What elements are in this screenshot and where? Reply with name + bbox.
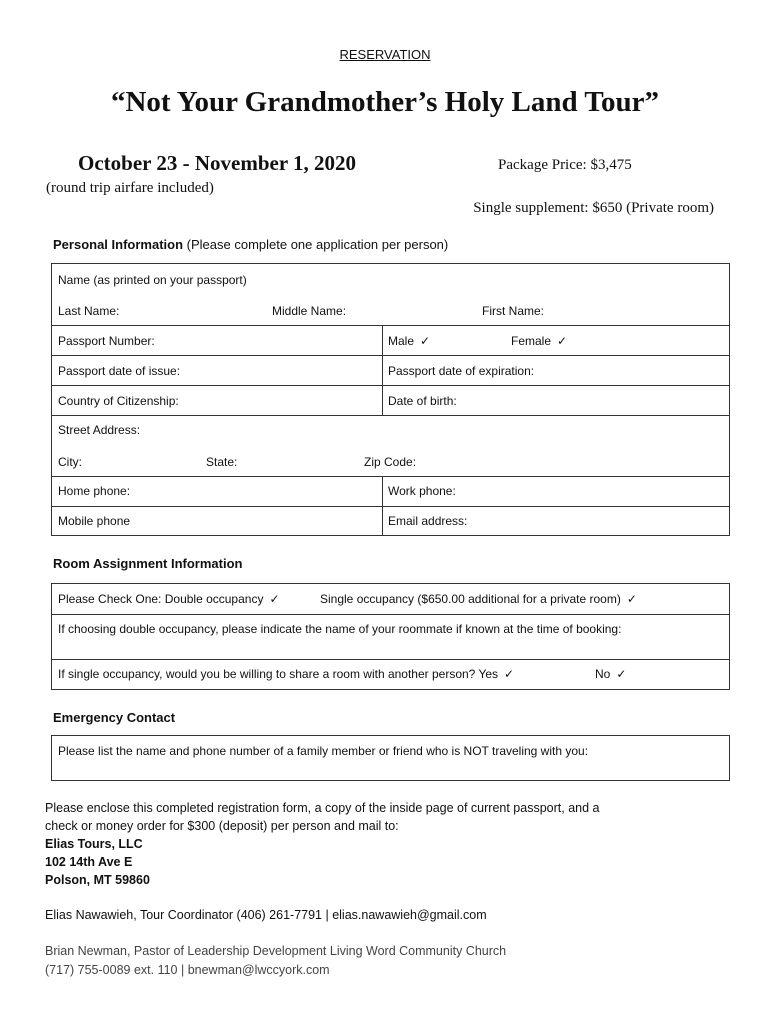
- passport-number-field[interactable]: Passport Number:: [58, 334, 155, 348]
- row-divider: [52, 614, 729, 615]
- row-divider: [52, 325, 729, 326]
- tour-dates: October 23 - November 1, 2020: [78, 151, 357, 175]
- personal-info-table: [51, 263, 730, 536]
- female-label: Female: [511, 334, 552, 348]
- address-block: [52, 416, 729, 476]
- reservation-header: RESERVATION: [339, 47, 431, 62]
- row-divider: [52, 476, 729, 477]
- zip-field[interactable]: Zip Code:: [364, 455, 417, 469]
- room-heading-text: Room Assignment Information: [53, 556, 243, 571]
- room-heading: [53, 556, 242, 571]
- emergency-heading: [53, 710, 175, 725]
- home-phone-field[interactable]: Home phone:: [58, 484, 131, 498]
- emergency-box[interactable]: [51, 735, 730, 781]
- company-name: Elias Tours, LLC: [45, 837, 143, 851]
- passport-issue-field[interactable]: Passport date of issue:: [58, 364, 181, 378]
- share-no-checkbox-icon[interactable]: ✓: [616, 667, 627, 681]
- share-no-option[interactable]: [595, 667, 626, 681]
- check-one-label: Please Check One: Double occupancy: [58, 592, 264, 606]
- city-field[interactable]: City:: [58, 455, 82, 469]
- address-line-2: Polson, MT 59860: [45, 873, 150, 887]
- double-occupancy-option[interactable]: [58, 592, 280, 606]
- male-label: Male: [388, 334, 415, 348]
- dob-field[interactable]: Date of birth:: [388, 394, 457, 408]
- row-divider: [52, 506, 729, 507]
- single-checkbox-icon[interactable]: ✓: [626, 592, 637, 606]
- row-divider: [52, 659, 729, 660]
- pastor-line: Brian Newman, Pastor of Leadership Development Living Word Community Church: [45, 944, 507, 958]
- personal-info-heading: [53, 237, 448, 252]
- tour-title: “Not Your Grandmother’s Holy Land Tour”: [110, 86, 660, 118]
- emergency-heading-text: Emergency Contact: [53, 710, 176, 725]
- male-option[interactable]: [388, 334, 430, 348]
- citizenship-field[interactable]: Country of Citizenship:: [58, 394, 179, 408]
- coordinator-contact: Elias Nawawieh, Tour Coordinator (406) 261-7791 | elias.nawawieh@gmail.com: [45, 908, 487, 922]
- address-line-1: 102 14th Ave E: [45, 855, 133, 869]
- name-caption: Name (as printed on your passport): [58, 273, 247, 287]
- passport-expiration-field[interactable]: Passport date of expiration:: [388, 364, 535, 378]
- share-yes-option[interactable]: [58, 667, 514, 681]
- work-phone-field[interactable]: Work phone:: [388, 484, 456, 498]
- row-divider: [52, 385, 729, 386]
- roommate-field[interactable]: If choosing double occupancy, please indicate the name of your roommate if known at the time of booking:: [58, 622, 622, 636]
- male-checkbox-icon[interactable]: ✓: [420, 334, 431, 348]
- row-divider: [52, 355, 729, 356]
- female-option[interactable]: [511, 334, 567, 348]
- single-supplement: Single supplement: $650 (Private room): [473, 200, 714, 216]
- first-name-field[interactable]: First Name:: [482, 304, 545, 318]
- share-yes-checkbox-icon[interactable]: ✓: [504, 667, 515, 681]
- footer-line-2: check or money order for $300 (deposit) per person and mail to:: [45, 819, 399, 833]
- room-table: [51, 583, 730, 690]
- share-no-label: No: [595, 667, 611, 681]
- mobile-phone-field[interactable]: Mobile phone: [58, 514, 131, 528]
- share-question-label: If single occupancy, would you be willing to share a room with another person? Yes: [58, 667, 499, 681]
- middle-name-field[interactable]: Middle Name:: [272, 304, 347, 318]
- female-checkbox-icon[interactable]: ✓: [557, 334, 568, 348]
- single-occupancy-option[interactable]: [320, 592, 637, 606]
- street-address-field[interactable]: Street Address:: [58, 423, 141, 437]
- last-name-field[interactable]: Last Name:: [58, 304, 120, 318]
- footer-line-1: Please enclose this completed registration form, a copy of the inside page of current passport, and a: [45, 801, 600, 815]
- state-field[interactable]: State:: [206, 455, 238, 469]
- airfare-note: (round trip airfare included): [46, 180, 214, 196]
- single-occupancy-label: Single occupancy ($650.00 additional for a private room): [320, 592, 621, 606]
- personal-info-note: (Please complete one application per person): [183, 237, 449, 252]
- email-field[interactable]: Email address:: [388, 514, 468, 528]
- double-checkbox-icon[interactable]: ✓: [269, 592, 280, 606]
- pastor-contact: (717) 755-0089 ext. 110 | bnewman@lwccyork.com: [45, 963, 330, 977]
- personal-info-title: Personal Information: [53, 237, 184, 252]
- package-price: Package Price: $3,475: [498, 157, 632, 173]
- emergency-instructions: Please list the name and phone number of a family member or friend who is NOT traveling with you:: [58, 744, 589, 758]
